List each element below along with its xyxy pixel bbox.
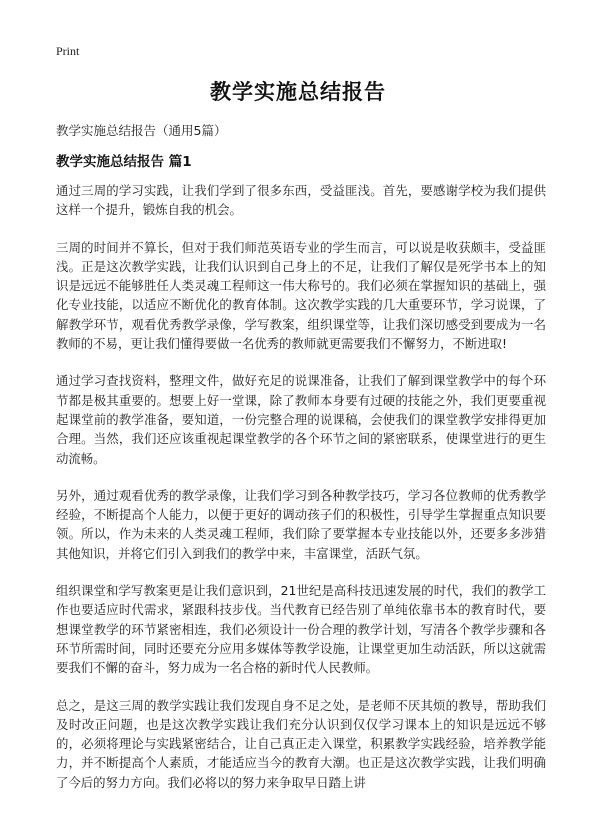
body-paragraph: 通过三周的学习实践，让我们学到了很多东西，受益匪浅。首先，要感谢学校为我们提供这样一个提升，锻炼自我的机会。 [56, 183, 546, 218]
print-link[interactable]: Print [56, 44, 80, 58]
body-paragraph: 组织课堂和学写教案更是让我们意识到，21世纪是高科技迅速发展的时代，我们的教学工作也要适应时代需求，紧跟科技步伐。当代教育已经告别了单纯依靠书本的教育时代，要想课堂教学的环节紧密相连，我们必须设计一份合理的教学计划，写清各个教学步骤和各环节所需时间，同时还要充分应用多媒体等教学设施，让课堂更加生动活跃，所以这就需要我们不懈的奋斗，努力成为一名合格的新时代人民教师。 [56, 583, 546, 676]
body-paragraph: 总之，是这三周的教学实践让我们发现自身不足之处，是老师不厌其烦的教导，帮助我们及时改正问题，也是这次教学实践让我们充分认识到仅仅学习课本上的知识是远远不够的，必须将理论与实践紧密结合，让自己真正走入课堂，积累教学实践经验，培养教学能力，并不断提高个人素质，才能适应当今的教育大潮。也正是这次教学实践，让我们明确了今后的努力方向。我们必将以的努力来争取早日踏上讲 [56, 697, 546, 790]
body-paragraph: 三周的时间并不算长，但对于我们师范英语专业的学生而言，可以说是收获颇丰，受益匪浅。正是这次教学实践，让我们认识到自己身上的不足，让我们了解仅是死学书本上的知识是远远不能够胜任人类灵魂工程师这一伟大称号的。我们必须在掌握知识的基础上，强化专业技能，以适应不断优化的教育体制。这次教学实践的几大重要环节，学习说课，了解教学环节，观看优秀教学录像，学写教案，组织课堂等，让我们深切感受到要成为一名教师的不易，更让我们懂得要做一名优秀的教师就更需要我们不懈努力，不断进取! [56, 239, 546, 352]
body-paragraph: 通过学习查找资料，整理文件，做好充足的说课准备，让我们了解到课堂教学中的每个环节都是极其重要的。想要上好一堂课，除了教师本身要有过硬的技能之外，我们更要重视起课堂前的教学准备，要知道，一份完整合理的说课稿，会使我们的课堂教学安排得更加合理。当然，我们还应该重视起课堂教学的各个环节之间的紧密联系，使课堂进行的更生动流畅。 [56, 373, 546, 466]
section-heading: 教学实施总结报告 篇1 [56, 154, 192, 170]
body-paragraph: 另外，通过观看优秀的教学录像，让我们学习到各种教学技巧，学习各位教师的优秀教学经验，不断提高个人能力，以便于更好的调动孩子们的积极性，引导学生掌握重点知识要领。所以，作为未来的人类灵魂工程师，我们除了要掌握本专业技能以外，还要多多涉猎其他知识，并将它们引入到我们的教学中来，丰富课堂，活跃气氛。 [56, 487, 546, 561]
document-body [56, 181, 546, 810]
document-title: 教学实施总结报告 [210, 80, 386, 104]
document-subtitle: 教学实施总结报告（通用5篇） [56, 123, 227, 138]
